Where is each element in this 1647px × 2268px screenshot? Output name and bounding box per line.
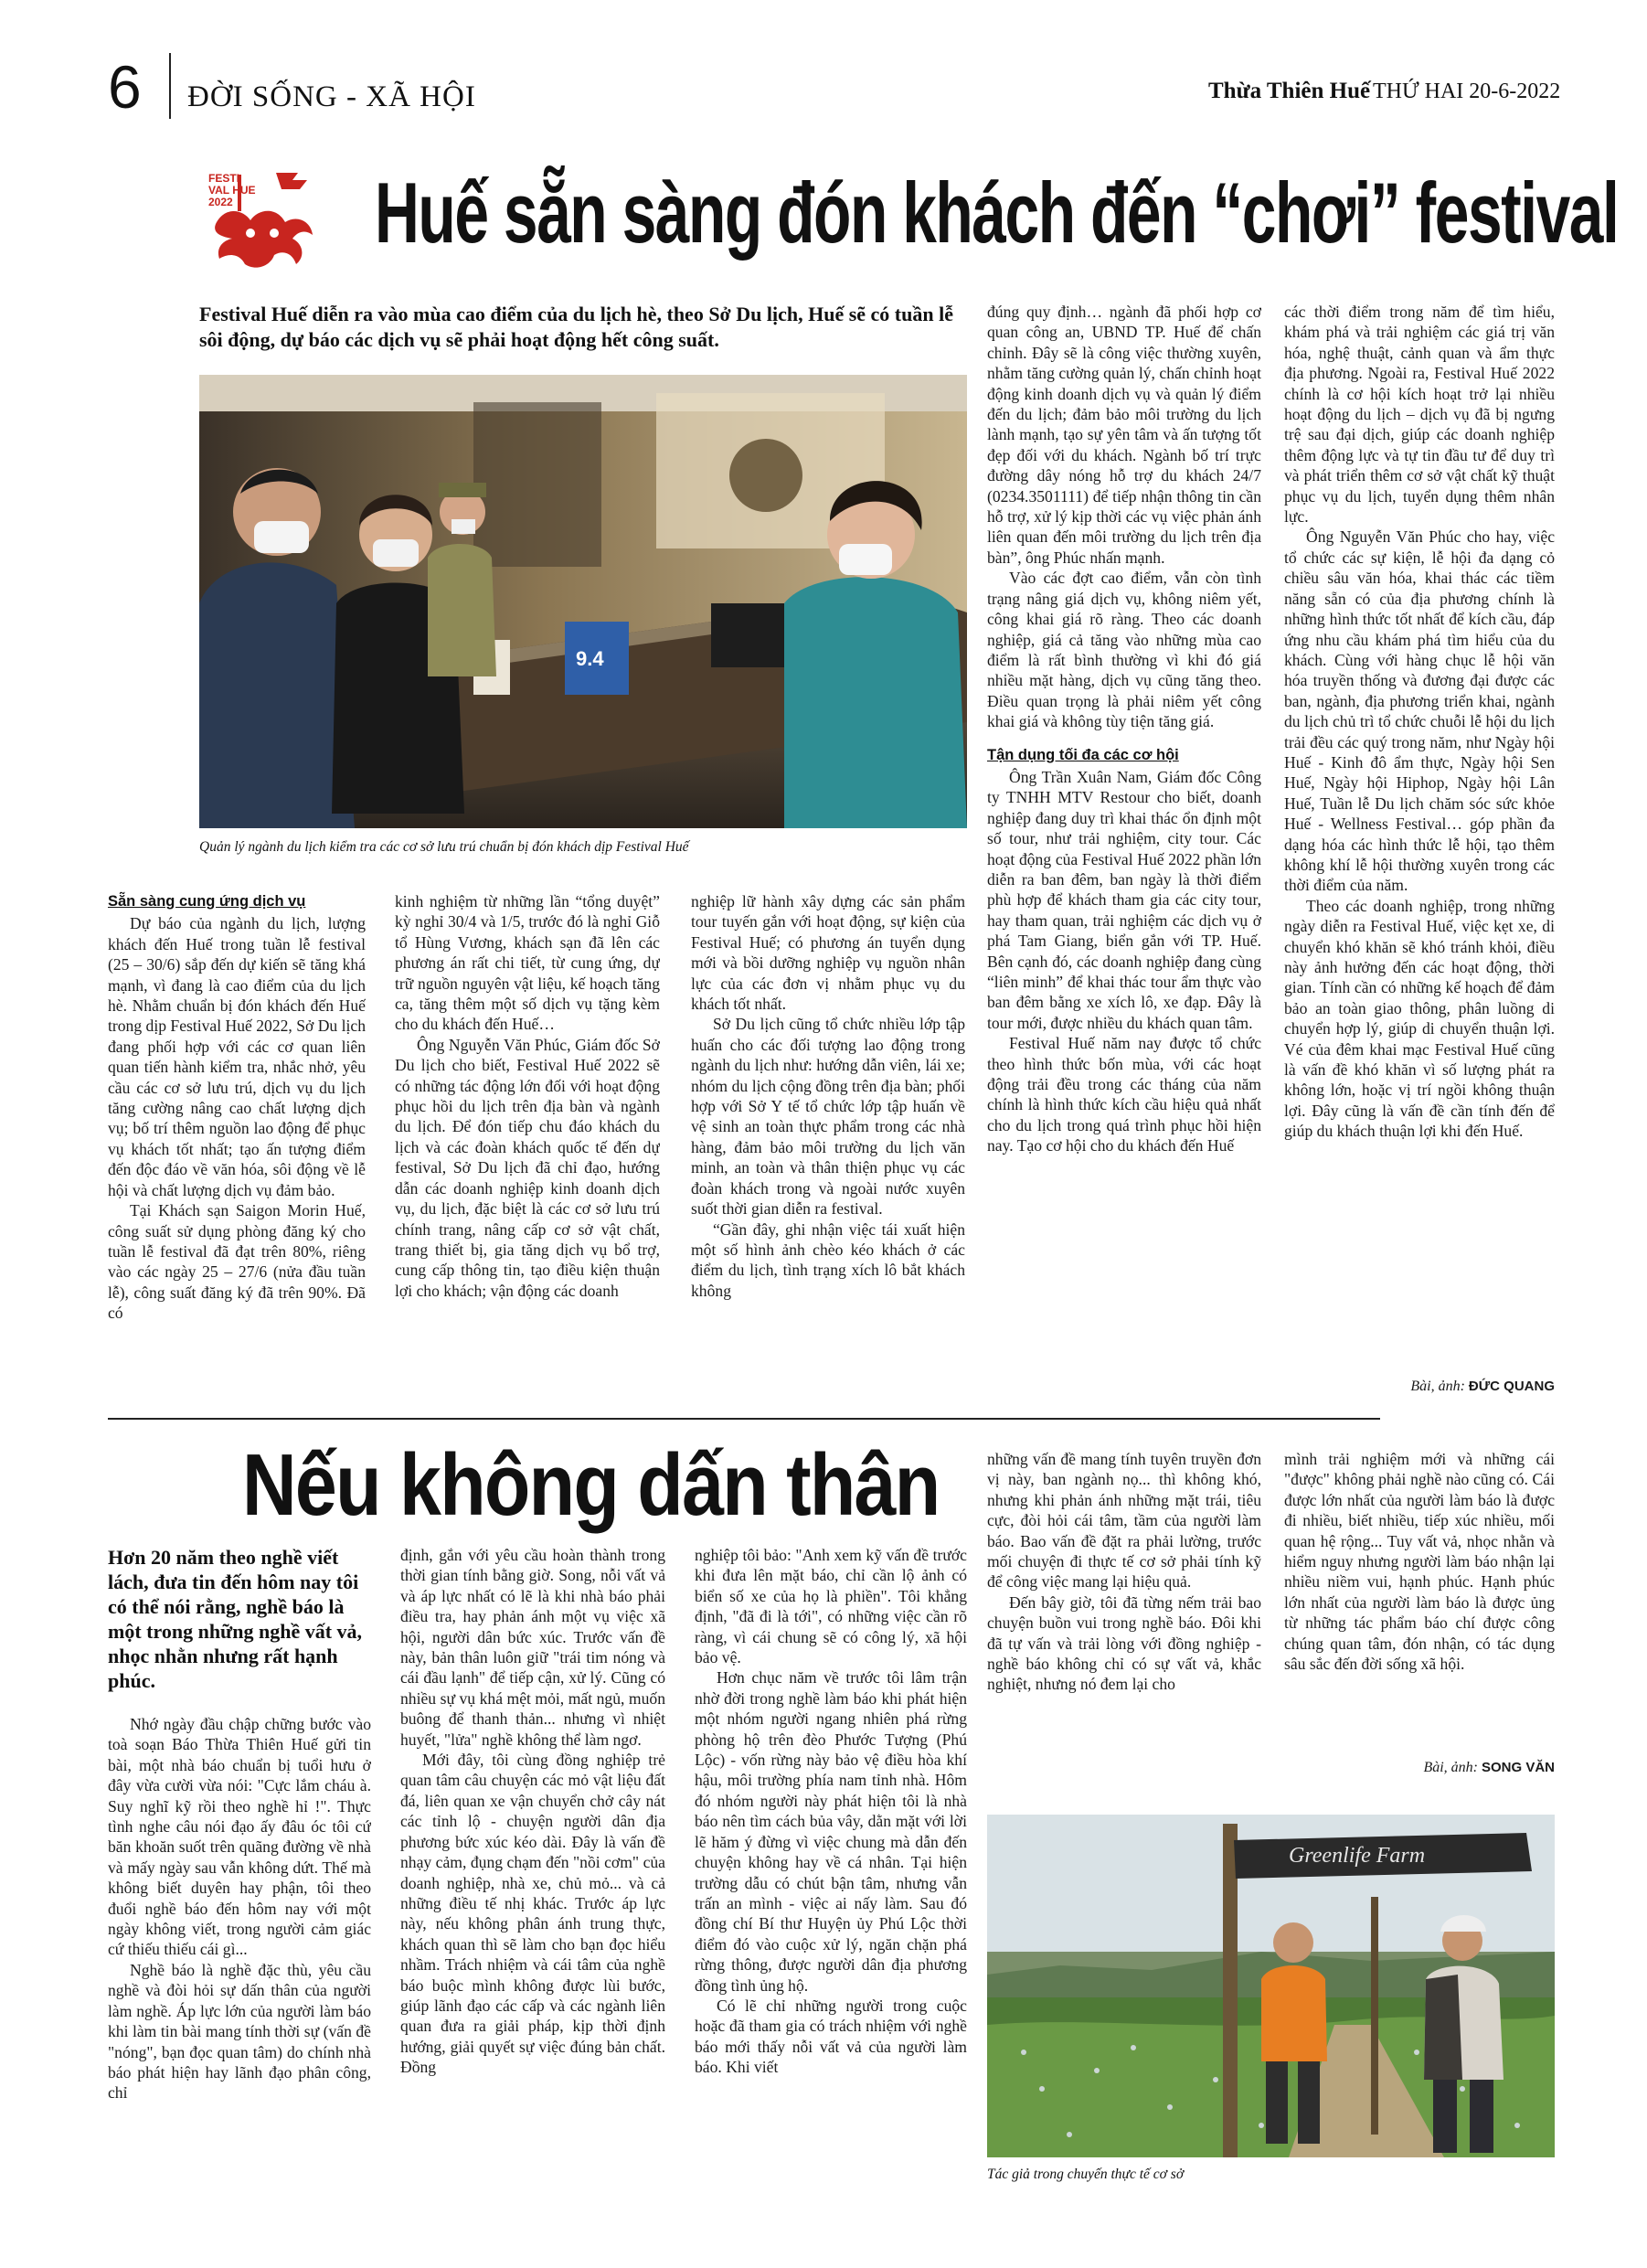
article1-col1 (108, 891, 366, 1403)
article1-photo-caption: Quản lý ngành du lịch kiểm tra các cơ sở lưu trú chuẩn bị đón khách dịp Festival Huế (199, 839, 689, 855)
article1-col3-p1: nghiệp lữ hành xây dựng các sản phẩm tour tuyến gắn với hoạt động, sự kiện của Festival Huế; có phương án tuyển dụng mới và bồi dưỡng nghiệp vụ nguồn nhân lực của các đơn vị nhằm phục vụ du khách tốt nhất. (691, 892, 965, 1014)
article2-col2-p2: Mới đây, tôi cùng đồng nghiệp trẻ quan tâm câu chuyện các mỏ vật liệu đất đá, liên quan xe vận chuyển chở cây nát các tỉnh lộ - chuyện người dân địa phương bức xúc kéo dài. Đây là vấn đề nhạy cảm, đụng chạm đến "nồi cơm" của doanh nghiệp, nhà xe, chủ mỏ... và cả những điều tế nhị khác. Trước áp lực này, nếu không phân ánh trung thực, khách quan thì sẽ làm cho bạn đọc hiểu nhầm. Trách nhiệm và cái tâm của nghề báo buộc mình không được lùi bước, giúp lãnh đạo các cấp và các ngành liên quan đưa ra giải pháp, kịp thời định hướng, giải quyết sự việc đúng bản chất. Đồng (400, 1751, 665, 2077)
paper-name: Thừa Thiên Huế (1208, 79, 1371, 103)
article1-col3 (691, 891, 965, 1403)
article1-lead: Festival Huế diễn ra vào mùa cao điểm của du lịch hè, theo Sở Du lịch, Huế sẽ có tuần lễ sôi động, dự báo các dịch vụ sẽ phải hoạt động hết công suất. (199, 303, 953, 351)
article1-col5-p2: Ông Nguyễn Văn Phúc cho hay, việc tổ chức các sự kiện, lễ hội đa dạng cỏ chiều sâu văn hóa, khai thác các tiềm năng sẵn có của địa phương chính là những hình thức tốt nhất để kích cầu, đáp ứng nhu cầu khám phá tìm hiểu của du khách. Cùng với hàng chục lễ hội văn hóa truyền thống và đương đại được các ban, ngành, địa phương triển khai, ngành du lịch chủ trì tổ chức chuỗi lễ hội du lịch trải đều các quý trong năm, như Ngày hội Huế - Kinh đô ẩm thực, Ngày hội Sen Huế, Ngày hội Hiphop, Ngày hội Lân Huế, Tuần lễ Du lịch chăm sóc sức khỏe Huế - Wellness Festival… góp phần đa dạng hóa các hình thức lễ hội, tạo thêm không khí lễ hội thường xuyên trong các thời điểm của năm. (1284, 527, 1555, 895)
article2-byline-label: Bài, ảnh: (1423, 1760, 1478, 1775)
article2-headline: Nếu không dấn thân (242, 1436, 940, 1534)
article1-col3-p2: Sở Du lịch cũng tổ chức nhiều lớp tập huấn cho các đối tượng lao động trong ngành du lịch như: hướng dẫn viên, lái xe; nhóm du lịch cộng đồng trên địa bàn; phối hợp với Sở Y tế tổ chức lớp tập huấn về vệ sinh an toàn thực phẩm trong các nhà hàng, đảm bảo môi trường du lịch văn minh, an toàn và thân thiện phục vụ các đoàn khách trong và ngoài nước xuyên suốt thời gian diễn ra festival. (691, 1015, 965, 1219)
header-divider (169, 53, 171, 119)
article2-col2-p1: định, gắn với yêu cầu hoàn thành trong thời gian tính bằng giờ. Song, nỗi vất vả và áp lực nhất có lẽ là khi nhà báo phải điều tra, hay phản ánh một vụ việc xã hội, người dân bức xúc. Trước vấn đề này, bản thân luôn giữ "trái tim nóng và cái đầu lạnh" để tiếp cận, xử lý. Cũng có nhiều sự vụ khá mệt mỏi, mất ngủ, muốn buông để thanh thản... nhưng vì nhiệt huyết, "lửa" nghề không thể làm ngơ. (400, 1546, 665, 1749)
article2-col1-p1: Nhớ ngày đầu chập chững bước vào toà soạn Báo Thừa Thiên Huế gửi tin bài, một nhà báo chuẩn bị tuổi hưu ở đây vừa cười vừa nói: "Cực lắm cháu à. Suy nghĩ kỹ rồi theo nghề hỉ !". Thực tình nghe câu nói đạo ấy đâu óc tôi cứ băn khoăn suốt trên quãng đường về nhà và mấy ngày sau vẫn không dứt. Thế mà không biết duyên hay phận, tôi theo đuổi nghề báo đến hôm nay với một ngày không viết, trong người cảm giác cứ thiếu thiếu cái gì... (108, 1715, 371, 1959)
article1-col5-p3: Theo các doanh nghiệp, trong những ngày diễn ra Festival Huế, việc kẹt xe, di chuyển khó khăn sẽ khó tránh khỏi, điều này ảnh hưởng đến các hoạt động, thời gian. Tính cần có những kế hoạch để đảm bảo an toàn giao thông, phân luồng di chuyển hợp lý, giúp di chuyển thuận lợi. Vé của đêm khai mạc Festival Huế cũng là vấn đề khó khăn vì số lượng phát ra không lớn, hoặc vị trí ngồi không thuận lợi. Đây cũng là vấn đề cần tính đến để giúp du khách thuận lợi khi đến Huế. (1284, 896, 1555, 1141)
article2-col5-p1: mình trải nghiệm mới và những cái "được" không phải nghề nào cũng có. Cái được lớn nhất của người làm báo là được đi nhiều, biết nhiều, tiếp xúc nhiều, mối quan hệ rộng... Tuy vất vả, nhọc nhằn và hiểm nguy nhưng người làm báo nhận lại nhiều niềm vui, hạnh phúc. Hạnh phúc lớn nhất của người làm báo là được ủng từ những tác phẩm báo chí được công chúng quan tâm, đón nhận, có tác dụng sâu sắc đến đời sống xã hội. (1284, 1450, 1555, 1674)
article1-col2 (395, 891, 660, 1403)
page-number: 6 (108, 53, 142, 121)
article2-col3-p2: Hơn chục năm về trước tôi lâm trận nhờ đời trong nghề làm báo khi phát hiện một nhóm người ngang nhiên phá rừng phòng hộ trên đèo Phước Tượng (Phú Lộc) - vốn rừng này bảo vệ điều hòa khí hậu, môi trường phía nam tỉnh nhà. Hôm đó nhóm người này phát hiện tôi là nhà báo nên tìm cách bủa vây, dằn mặt với lời lẽ hăm ý đừng vì việc chung mà dẫn đến chuyện không hay về cá nhân. Tại hiện trường dẫu có chút bận tâm, nhưng vẫn trấn an mình - việc ai nấy làm. Sau đó đồng chí Bí thư Huyện ủy Phú Lộc thời điểm đó vào cuộc xử lý, ngăn chặn phá rừng thông, được người dân địa phương đồng tình ủng hộ. (695, 1668, 967, 1995)
article1-subhead-2: Tận dụng tối đa các cơ hội (987, 746, 1179, 763)
article2-lead: Hơn 20 năm theo nghề viết lách, đưa tin đến hôm nay tôi có thể nói rằng, nghề báo là một trong những nghề vất vả, nhọc nhằn nhưng rất hạnh phúc. (108, 1546, 363, 1692)
article1-col5 (1284, 302, 1555, 1358)
festival-logo (197, 169, 333, 277)
article1-col4-p1: đúng quy định… ngành đã phối hợp cơ quan công an, UBND TP. Huế để chấn chỉnh. Đây sẽ là công việc thường xuyên, nhằm tăng cường quản lý, chấn chỉnh hoạt động kinh doanh dịch vụ và quản lý điểm đến du lịch; đảm bảo môi trường du lịch lành mạnh, tạo sự yên tâm và ấn tượng tốt đẹp đối với du khách. Ngành bố trí trực đường dây nóng hỗ trợ du khách 24/7 (0234.3501111) để tiếp nhận thông tin cần hỗ trợ, xử lý kịp thời các vụ việc phản ánh liên quan đến môi trường du lịch trên địa bàn”, ông Phúc nhấn mạnh. (987, 303, 1261, 567)
article2-col1-p2: Nghề báo là nghề đặc thù, yêu cầu nghề và đòi hỏi sự dấn thân của người làm nghề. Áp lực lớn của người làm báo khi làm tin bài mang tính thời sự (vấn đề "nóng", bạn đọc quan tâm) do chính nhà báo phát hiện hay lãnh đạo phân công, chỉ (108, 1960, 371, 2103)
section-title: ĐỜI SỐNG - XÃ HỘI (187, 80, 476, 113)
article1-col2-p2: Ông Nguyễn Văn Phúc, Giám đốc Sở Du lịch cho biết, Festival Huế 2022 sẽ có những tác động lớn đối với hoạt động phục hồi du lịch trên địa bàn và ngành du lịch. Để đón tiếp chu đáo khách du lịch và các đoàn khách quốc tế đến dự festival, Sở Du lịch đã chỉ đạo, hướng dẫn các doanh nghiệp kinh doanh dịch vụ, du lịch, đặc biệt là các cơ sở lưu trú chính trang, nâng cấp cơ sở vật chất, trang thiết bị, gia tăng dịch vụ bổ trợ, cung cấp thông tin, tạo điều kiện thuận lợi cho khách; vận động các doanh (395, 1035, 660, 1300)
article2-byline (1284, 1760, 1555, 1776)
article1-col1-p1: Dự báo của ngành du lịch, lượng khách đến Huế trong tuần lễ festival (25 – 30/6) sắp đến dự kiến sẽ tăng khá mạnh, vì đang là cao điểm của du lịch hè. Nhằm chuẩn bị đón khách đến Huế trong dịp Festival Huế 2022, Sở Du lịch đang phối hợp với các cơ quan liên quan tiến hành kiểm tra, nhắc nhở, yêu cầu các cơ sở lưu trú, dịch vụ du lịch tăng cường nâng cao chất lượng dịch vụ; bố trí thêm nguồn lao động để phục vụ khách tốt nhất; tạo ấn tượng điểm đến độc đáo về văn hóa, sôi động về lễ hội và chất lượng dịch vụ đảm bảo. (108, 914, 366, 1199)
festival-logo-text (208, 173, 256, 208)
issue-date: THỨ HAI 20-6-2022 (1373, 80, 1561, 103)
article2-col3 (695, 1545, 967, 2189)
article1-col2-p1: kinh nghiệm từ những lần “tổng duyệt” kỳ nghỉ 30/4 và 1/5, trước đó là nghỉ Giỗ tổ Hùng Vương, khách sạn đã lên các phương án rất chi tiết, từ cung ứng, dự trữ nguồn nguyên vật liệu, kế hoạch tăng ca, tăng thêm một số dịch vụ tặng kèm cho du khách đến Huế… (395, 892, 660, 1034)
article2-col2 (400, 1545, 665, 2189)
article2-col4-p1: những vấn đề mang tính tuyên truyền đơn vị này, ban ngành nọ... thì không khó, nhưng khi phản ánh những mặt trái, tiêu cực, đòi hỏi cái tâm, tầm của người làm báo. Bao vấn đề đặt ra phải lường, trước mối chuyện đi thực tế cơ sở phải tính kỹ để công việc mang lại hiệu quả. (987, 1450, 1261, 1592)
article1-col4-p3: Ông Trần Xuân Nam, Giám đốc Công ty TNHH MTV Restour cho biết, doanh nghiệp đang duy trì khai thác ổn định một số tour, như trải nghiệm, city tour. Các hoạt động của Festival Huế 2022 phần lớn diễn ra ban đêm, ban ngày là thời điểm phù hợp để khách tham gia các city tour, hay tham quan, trải nghiệm các dịch vụ ở phá Tam Giang, biển gắn với TP. Huế. Bên cạnh đó, các doanh nghiệp đang cùng “liên minh” để khai thác tour ẩm thực vào ban đêm bằng xe xích lô, xe đạp. Đây là tour mới, được nhiều du khách quan tâm. (987, 767, 1261, 1032)
farm-photo (987, 1815, 1555, 2157)
article1-subhead-1: Sẵn sàng cung ứng dịch vụ (108, 893, 306, 910)
article1-byline (1284, 1379, 1555, 1395)
article2-col4 (987, 1449, 1261, 1792)
article2-col3-p3: Có lẽ chỉ những người trong cuộc hoặc đã tham gia có trách nhiệm với nghề báo mới thấy nỗi vất vả của người làm báo. Khi viết (695, 1996, 967, 2077)
article1-byline-author: ĐỨC QUANG (1468, 1379, 1555, 1394)
farm-sign-text: Greenlife Farm (1289, 1844, 1426, 1868)
logo-line-3: 2022 (208, 196, 233, 208)
article1-col4 (987, 302, 1261, 1403)
logo-line-2: VAL HUE (208, 184, 256, 197)
logo-line-1: FESTI (208, 172, 240, 185)
article-separator (108, 1418, 1380, 1420)
article1-col4-p4: Festival Huế năm nay được tổ chức theo hình thức bốn mùa, với các hoạt động trải đều trong các tháng của năm chính là hình thức kích cầu hiệu quả nhất cho du lịch trong quá trình phục hồi hiện nay. Tạo cơ hội cho du khách đến Huế (987, 1034, 1261, 1155)
article2-col1 (108, 1714, 371, 2189)
article1-col5-p1: các thời điểm trong năm để tìm hiểu, khám phá và trải nghiệm các giá trị văn hóa, nghệ thuật, cảnh quan và ẩm thực địa phương. Ngoài ra, Festival Huế 2022 chính là cơ hội kích hoạt trở lại nhiều hoạt động du lịch – dịch vụ đã bị ngưng trệ sau đại dịch, giúp các doanh nghiệp thêm động lực và tự tin đầu tư để duy trì và phát triển thêm cơ sở vật chất kỹ thuật phục vụ du lịch, tuyển dụng thêm nhân lực. (1284, 303, 1555, 527)
article2-photo-caption: Tác giả trong chuyến thực tế cơ sở (987, 2167, 1185, 2182)
article1-headline: Huế sẵn sàng đón khách đến “chơi” festival (375, 165, 1619, 261)
hotel-lobby-photo (199, 375, 967, 828)
article2-col5 (1284, 1449, 1555, 1751)
article2-byline-author: SONG VĂN (1481, 1760, 1555, 1775)
article1-col3-p3: “Gần đây, ghi nhận việc tái xuất hiện một số hình ảnh chèo kéo khách ở các điểm du lịch, tình trạng xích lô bắt khách không (691, 1219, 965, 1300)
article1-col4-p2: Vào các đợt cao điểm, vẫn còn tình trạng nâng giá dịch vụ, không niêm yết, công khai giá rõ ràng. Theo các doanh nghiệp, giá cả tăng vào những mùa cao điểm là rất bình thường vì khi đó giá nhiều mặt hàng, dịch vụ cũng tăng theo. Điều quan trọng là phải niêm yết công khai giá và không tùy tiện tăng giá. (987, 569, 1261, 731)
article1-byline-label: Bài, ảnh: (1410, 1379, 1465, 1394)
article1-col1-p2: Tại Khách sạn Saigon Morin Huế, công suất sử dụng phòng đăng ký cho tuần lễ festival đã đạt trên 80%, riêng vào các ngày 25 – 27/6 (nửa đầu tuần lễ), công suất đăng ký đã trên 90%. Đã có (108, 1201, 366, 1323)
article1-photo (199, 375, 967, 828)
article2-col4-p2: Đến bây giờ, tôi đã từng nếm trải bao chuyện buồn vui trong nghề báo. Đôi khi đã tự vấn và trải lòng với đồng nghiệp - nghề báo không chỉ có sự vất vả, khắc nghiệt, nhưng nó đem lại cho (987, 1592, 1261, 1694)
rating-badge: 9.4 (576, 647, 604, 670)
article2-photo (987, 1815, 1555, 2157)
article2-col3-p1: nghiệp tôi bảo: "Anh xem kỹ vấn đề trước khi đưa lên mặt báo, chỉ cần lộ ảnh có biển số xe của họ là phiền". Tôi khẳng định, "đã đi là tới", có những việc cần rõ ràng, vì cái chung sẽ có công lý, xã hội bảo vệ. (695, 1546, 967, 1667)
